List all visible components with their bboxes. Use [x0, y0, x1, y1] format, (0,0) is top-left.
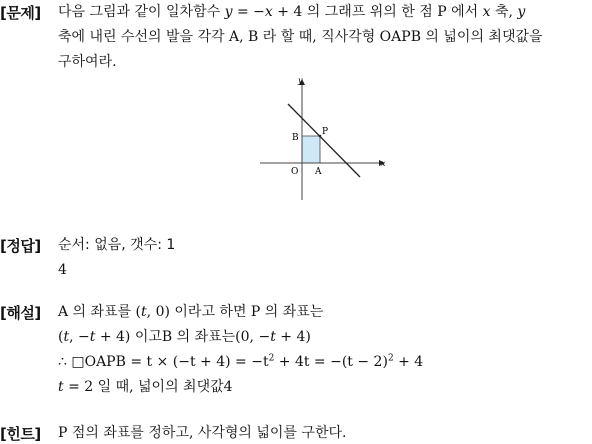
solution-tag: [해설] — [0, 304, 41, 322]
solution-line-1: A 의 좌표를 (t, 0) 이라고 하면 P 의 좌표는 — [58, 304, 324, 320]
function-line — [288, 104, 360, 177]
point-p-marker — [319, 135, 322, 138]
problem-line-2: 축에 내린 수선의 발을 각각 A, B 라 할 때, 직사각형 OAPB 의 넓이의 최댓값을 — [58, 29, 543, 45]
origin-label: O — [291, 167, 299, 177]
problem-line-1: 다음 그림과 같이 일차함수 y = −x + 4 의 그래프 위의 한 점 P 에서 x 축, y — [58, 4, 526, 20]
solution-line-3: ∴ □OAPB = $t \times (-t + 4) = -t^2 + 4t = -(t - 2)^2 + 4$ — [58, 353, 424, 370]
problem-line-3: 구하여라. — [58, 54, 117, 70]
rectangle-oapb — [302, 136, 320, 163]
answer-tag: [정답] — [0, 237, 41, 255]
x-axis-label: x — [381, 159, 386, 168]
function-graph-figure — [258, 72, 398, 202]
point-p-label: P — [322, 127, 329, 137]
hint-tag: [힌트] — [0, 425, 41, 443]
solution-line-2: (t, −t + 4) 이고B 의 좌표는(0, −t + 4) — [58, 329, 311, 345]
point-b-label: B — [292, 133, 299, 143]
answer-order-text: 순서: 없음, 갯수: 1 — [58, 237, 176, 253]
solution-line-4: t = 2 일 때, 넓이의 최댓값4 — [58, 379, 233, 395]
point-a-label: A — [315, 167, 322, 177]
problem-tag: [문제] — [0, 4, 41, 22]
answer-value: 4 — [58, 262, 67, 278]
y-axis-label: y — [298, 76, 303, 85]
hint-text: P 점의 좌표를 정하고, 사각형의 넓이를 구한다. — [58, 425, 347, 441]
